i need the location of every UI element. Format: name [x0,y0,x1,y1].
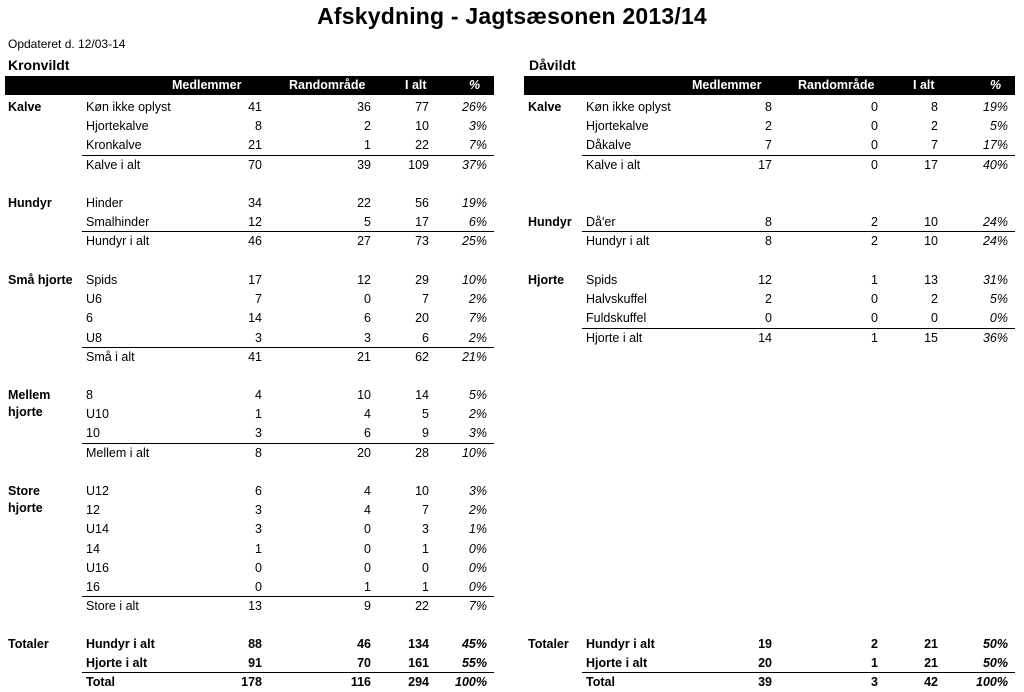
cell-pct: 19% [461,196,487,210]
row-label: Kalve i alt [586,157,641,172]
cell-pct: 7% [468,311,487,326]
cell-randomraade: 2 [871,637,878,651]
table-row [582,635,1015,654]
table-row [582,290,1015,309]
cell-medlemmer: 0 [255,580,262,594]
cell-pct: 100% [455,675,487,690]
cell-medlemmer: 14 [248,311,262,326]
cell-ialt: 29 [415,273,429,287]
subtotal-row [82,672,494,692]
col-ialt: I alt [913,78,935,92]
row-label: Spids [86,273,118,287]
subtotal-row [82,596,494,616]
cell-randomraade: 3 [871,675,878,690]
cell-randomraade: 0 [364,541,371,556]
cell-medlemmer: 17 [758,157,772,172]
group-label: Totaler [8,637,49,651]
cell-medlemmer: 13 [248,599,262,614]
group-label: Hjorte [528,273,565,287]
cell-pct: 10% [461,445,487,460]
row-label: Kalve i alt [86,157,141,172]
cell-ialt: 2 [931,292,938,307]
row-label: 16 [86,580,100,594]
cell-medlemmer: 8 [255,119,262,134]
group-label: Store hjorte [8,484,43,515]
row-label: 6 [86,311,93,326]
col-ialt: I alt [405,78,427,92]
cell-ialt: 1 [422,580,429,594]
group-label: Hundyr [8,196,52,210]
cell-randomraade: 1 [871,273,878,287]
cell-medlemmer: 34 [248,196,262,210]
cell-pct: 45% [461,637,487,651]
table-row [82,309,494,328]
cell-randomraade: 46 [357,637,371,651]
cell-ialt: 8 [931,100,938,114]
subtotal-row [82,443,494,463]
subtotal-row [582,672,1015,692]
cell-ialt: 17 [415,215,429,230]
cell-medlemmer: 7 [765,138,772,153]
cell-pct: 0% [468,541,487,556]
daavildt-header [524,76,1015,95]
table-row [82,482,494,501]
cell-medlemmer: 8 [765,234,772,249]
row-label: Køn ikke oplyst [86,100,171,114]
cell-medlemmer: 4 [255,388,262,402]
cell-medlemmer: 70 [248,157,262,172]
col-medlemmer: Medlemmer [692,78,762,92]
cell-pct: 2% [468,292,487,307]
table-row [82,329,494,348]
cell-medlemmer: 8 [255,445,262,460]
table-row [82,424,494,443]
row-label: 12 [86,503,100,518]
cell-ialt: 6 [422,330,429,345]
table-row [82,290,494,309]
cell-pct: 5% [468,388,487,402]
cell-pct: 2% [468,407,487,422]
cell-randomraade: 4 [364,407,371,422]
cell-medlemmer: 8 [765,215,772,229]
cell-randomraade: 0 [871,100,878,114]
cell-ialt: 1 [422,541,429,556]
table-row [82,635,494,654]
row-label: U16 [86,560,109,575]
cell-randomraade: 27 [357,234,371,249]
cell-randomraade: 6 [364,311,371,326]
cell-randomraade: 0 [871,138,878,153]
cell-ialt: 7 [422,503,429,518]
cell-ialt: 42 [924,675,938,690]
group-label: Små hjorte [8,273,73,287]
cell-medlemmer: 14 [758,330,772,345]
row-label: Spids [586,273,618,287]
daavildt-title: Dåvildt [529,57,576,73]
table-row [582,213,1015,232]
cell-randomraade: 22 [357,196,371,210]
cell-randomraade: 70 [357,656,371,671]
cell-medlemmer: 12 [758,273,772,287]
cell-ialt: 20 [415,311,429,326]
cell-medlemmer: 2 [765,292,772,307]
col-medlemmer: Medlemmer [172,78,242,92]
group-label: Hundyr [528,215,572,229]
table-row [82,386,494,405]
cell-ialt: 3 [422,522,429,537]
cell-pct: 10% [461,273,487,287]
cell-pct: 24% [982,234,1008,249]
cell-randomraade: 39 [357,157,371,172]
cell-ialt: 62 [415,349,429,364]
cell-pct: 2% [468,503,487,518]
cell-ialt: 7 [931,138,938,153]
cell-pct: 3% [468,119,487,134]
updated-date: Opdateret d. 12/03-14 [8,37,126,51]
cell-pct: 55% [461,656,487,671]
group-label: Totaler [528,637,569,651]
cell-pct: 0% [989,311,1008,326]
row-label: 10 [86,426,100,441]
cell-medlemmer: 41 [248,100,262,114]
cell-medlemmer: 88 [248,637,262,651]
cell-ialt: 10 [415,119,429,134]
row-label: Køn ikke oplyst [586,100,671,114]
cell-randomraade: 6 [364,426,371,441]
table-row [82,271,494,290]
cell-medlemmer: 21 [248,138,262,153]
cell-medlemmer: 2 [765,119,772,134]
cell-randomraade: 1 [871,330,878,345]
table-row [82,654,494,673]
cell-randomraade: 21 [357,349,371,364]
cell-medlemmer: 39 [758,675,772,690]
row-label: U6 [86,292,102,307]
cell-randomraade: 0 [871,119,878,134]
cell-randomraade: 0 [871,311,878,326]
cell-pct: 21% [461,349,487,364]
row-label: U8 [86,330,102,345]
cell-ialt: 161 [408,656,429,671]
cell-ialt: 17 [924,157,938,172]
row-label: Hinder [86,196,123,210]
cell-pct: 6% [468,215,487,230]
cell-ialt: 14 [415,388,429,402]
cell-medlemmer: 3 [255,522,262,537]
cell-ialt: 15 [924,330,938,345]
cell-medlemmer: 3 [255,426,262,441]
cell-randomraade: 1 [364,138,371,153]
kronvildt-header [5,76,494,95]
cell-pct: 37% [461,157,487,172]
subtotal-row [82,231,494,251]
table-row [582,271,1015,290]
cell-ialt: 294 [408,675,429,690]
row-label: Hjorte i alt [86,656,148,671]
cell-medlemmer: 7 [255,292,262,307]
cell-ialt: 9 [422,426,429,441]
cell-randomraade: 20 [357,445,371,460]
cell-pct: 24% [982,215,1008,229]
cell-pct: 17% [982,138,1008,153]
cell-randomraade: 4 [364,484,371,498]
row-label: Hjortekalve [86,119,149,134]
cell-ialt: 109 [408,157,429,172]
cell-ialt: 10 [415,484,429,498]
row-label: Total [86,675,115,690]
group-label: Mellem hjorte [8,388,51,419]
row-label: 8 [86,388,93,402]
row-label: Hundyr i alt [586,234,650,249]
subtotal-row [582,231,1015,251]
cell-ialt: 10 [924,234,938,249]
row-label: Dåkalve [586,138,632,153]
cell-pct: 100% [976,675,1008,690]
cell-medlemmer: 17 [248,273,262,287]
cell-pct: 3% [468,484,487,498]
col-randomraade: Randområde [798,78,875,92]
cell-pct: 19% [982,100,1008,114]
cell-randomraade: 10 [357,388,371,402]
cell-randomraade: 116 [350,675,371,690]
group-label: Kalve [8,100,42,114]
cell-ialt: 73 [415,234,429,249]
table-row [82,405,494,424]
row-label: Då'er [586,215,616,229]
cell-ialt: 2 [931,119,938,134]
cell-pct: 0% [468,560,487,575]
cell-ialt: 0 [422,560,429,575]
cell-pct: 31% [982,273,1008,287]
cell-ialt: 21 [924,656,938,671]
table-row [82,194,494,213]
cell-pct: 3% [468,426,487,441]
col-pct: % [990,78,1002,92]
cell-ialt: 77 [415,100,429,114]
cell-medlemmer: 3 [255,330,262,345]
table-row [582,117,1015,136]
subtotal-row [582,155,1015,175]
table-row [582,136,1015,155]
cell-ialt: 7 [422,292,429,307]
cell-pct: 5% [989,119,1008,134]
cell-medlemmer: 6 [255,484,262,498]
table-row [82,213,494,232]
row-label: Store i alt [86,599,139,614]
cell-ialt: 0 [931,311,938,326]
cell-ialt: 28 [415,445,429,460]
subtotal-row [82,347,494,367]
cell-ialt: 56 [415,196,429,210]
cell-randomraade: 2 [871,234,878,249]
row-label: Hjortekalve [586,119,649,134]
cell-pct: 36% [982,330,1008,345]
cell-pct: 0% [468,580,487,594]
cell-randomraade: 4 [364,503,371,518]
cell-medlemmer: 1 [255,407,262,422]
table-row [82,501,494,520]
cell-medlemmer: 19 [758,637,772,651]
cell-medlemmer: 41 [248,349,262,364]
col-randomraade: Randområde [289,78,366,92]
cell-pct: 25% [461,234,487,249]
cell-pct: 50% [982,656,1008,671]
row-label: Smalhinder [86,215,150,230]
cell-randomraade: 36 [357,100,371,114]
row-label: Hundyr i alt [86,637,155,651]
cell-randomraade: 2 [871,215,878,229]
cell-pct: 1% [468,522,487,537]
cell-randomraade: 12 [357,273,371,287]
cell-medlemmer: 46 [248,234,262,249]
table-row [82,98,494,117]
cell-medlemmer: 0 [765,311,772,326]
row-label: U12 [86,484,109,498]
table-row [582,309,1015,328]
row-label: 14 [86,541,100,556]
cell-randomraade: 5 [364,215,371,230]
row-label: Mellem i alt [86,445,150,460]
table-row [582,98,1015,117]
cell-medlemmer: 91 [248,656,262,671]
row-label: U10 [86,407,109,422]
subtotal-row [582,328,1015,348]
cell-ialt: 22 [415,599,429,614]
group-label: Kalve [528,100,562,114]
cell-randomraade: 9 [364,599,371,614]
cell-medlemmer: 3 [255,503,262,518]
cell-pct: 7% [468,138,487,153]
table-row [82,136,494,155]
cell-randomraade: 3 [364,330,371,345]
cell-medlemmer: 8 [765,100,772,114]
cell-medlemmer: 178 [241,675,262,690]
row-label: Små i alt [86,349,135,364]
cell-medlemmer: 12 [248,215,262,230]
cell-ialt: 5 [422,407,429,422]
row-label: U14 [86,522,109,537]
table-row [582,654,1015,673]
row-label: Hundyr i alt [86,234,150,249]
row-label: Total [586,675,615,690]
kronvildt-title: Kronvildt [8,57,70,73]
row-label: Kronkalve [86,138,142,153]
cell-randomraade: 0 [871,292,878,307]
cell-randomraade: 1 [871,656,878,671]
cell-ialt: 134 [408,637,429,651]
cell-medlemmer: 1 [255,541,262,556]
cell-pct: 26% [461,100,487,114]
cell-pct: 5% [989,292,1008,307]
row-label: Halvskuffel [586,292,647,307]
page-title: Afskydning - Jagtsæsonen 2013/14 [317,3,707,29]
table-row [82,578,494,597]
table-row [82,117,494,136]
cell-pct: 7% [468,599,487,614]
cell-ialt: 10 [924,215,938,229]
cell-randomraade: 1 [364,580,371,594]
cell-randomraade: 0 [364,292,371,307]
cell-randomraade: 0 [364,560,371,575]
row-label: Hundyr i alt [586,637,655,651]
cell-ialt: 21 [924,637,938,651]
table-row [82,540,494,559]
cell-randomraade: 2 [364,119,371,134]
cell-medlemmer: 0 [255,560,262,575]
subtotal-row [82,155,494,175]
cell-medlemmer: 20 [758,656,772,671]
row-label: Hjorte i alt [586,656,648,671]
cell-ialt: 22 [415,138,429,153]
cell-randomraade: 0 [364,522,371,537]
cell-pct: 50% [982,637,1008,651]
cell-randomraade: 0 [871,157,878,172]
table-row [82,520,494,539]
table-row [82,559,494,578]
row-label: Fuldskuffel [586,311,647,326]
cell-pct: 2% [468,330,487,345]
cell-pct: 40% [982,157,1008,172]
row-label: Hjorte i alt [586,330,643,345]
col-pct: % [469,78,481,92]
cell-ialt: 13 [924,273,938,287]
